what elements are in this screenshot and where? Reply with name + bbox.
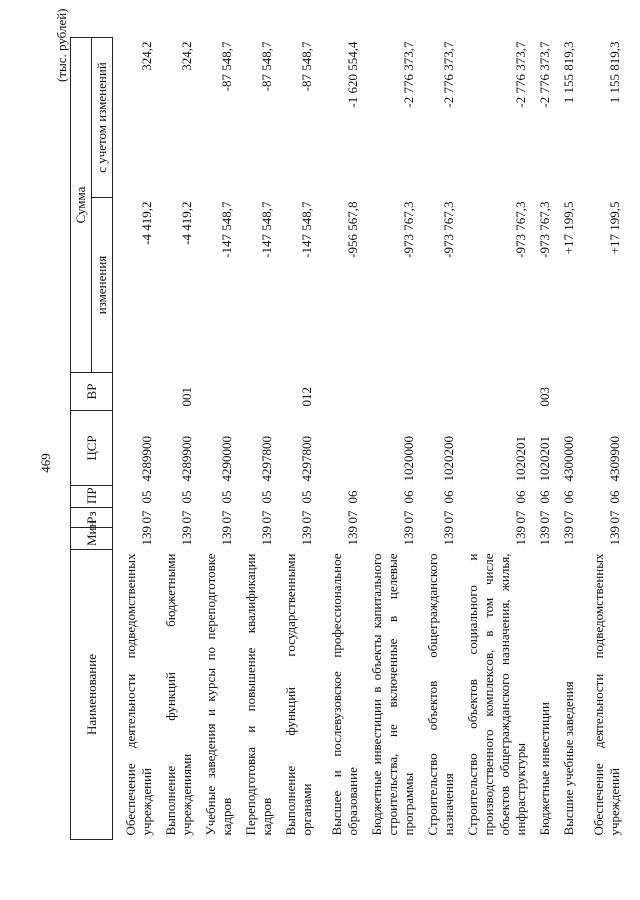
row-csr: 4289900 (139, 436, 154, 482)
row-csr: 1020200 (441, 436, 456, 482)
row-rz: 07 (139, 510, 154, 524)
row-name: Учебные заведения и курсы по переподготовке кадров (203, 553, 234, 836)
table-body (113, 38, 628, 840)
row-min: 139 (179, 526, 194, 546)
row-rz: 07 (441, 510, 456, 524)
row-change: -147 548,7 (259, 201, 274, 258)
row-min: 139 (441, 526, 456, 546)
row-csr: 4300000 (561, 436, 576, 482)
units-label: (тыс. рублей) (54, 8, 69, 82)
row-with-change: 1 155 819,3 (561, 41, 576, 104)
row-rz: 07 (401, 510, 416, 524)
row-with-change: -87 548,7 (259, 41, 274, 92)
row-name: Выполнение функций бюджетными учреждениями (163, 553, 194, 836)
row-csr: 1020201 (537, 436, 552, 482)
row-name: Высшее и послевузовское профессиональное образование (329, 553, 360, 836)
row-rz: 07 (345, 510, 360, 524)
table-row (533, 38, 557, 840)
row-csr: 4297800 (299, 436, 314, 482)
row-pr: 06 (441, 490, 456, 504)
row-with-change: 324,2 (179, 41, 194, 71)
table-row (279, 38, 319, 840)
row-rz: 07 (259, 510, 274, 524)
row-vr: 001 (179, 387, 194, 407)
row-vr (421, 373, 461, 411)
row-with-change: -2 776 373,7 (401, 41, 416, 108)
row-name: Обеспечение деятельности подведомственных учреждений (123, 553, 154, 836)
row-change: -973 767,3 (441, 201, 456, 258)
row-pr: 05 (259, 490, 274, 504)
row-name: Выполнение функций государственными органами (283, 553, 314, 836)
table-row (461, 38, 533, 840)
row-pr: 05 (179, 490, 194, 504)
table-header (71, 38, 113, 840)
row-pr: 05 (299, 490, 314, 504)
row-with-change: -1 620 554,4 (345, 41, 360, 108)
row-name: Бюджетные инвестиции (537, 702, 552, 836)
row-name: Бюджетные инвестиции в объекты капитального строительства, не включенные в целевые программы (369, 553, 416, 836)
row-rz: 07 (537, 510, 552, 524)
header-sum: Сумма (71, 38, 92, 373)
row-pr: 05 (219, 490, 234, 504)
table-row (421, 38, 461, 840)
table-row (581, 38, 627, 840)
row-min: 139 (299, 526, 314, 546)
row-change: -4 419,2 (179, 201, 194, 245)
row-name: Переподготовка и повышение квалификации кадров (243, 553, 274, 836)
row-name: Обеспечение деятельности подведомственных учреждений (591, 553, 622, 836)
row-vr (319, 373, 365, 411)
row-change: -973 767,3 (401, 201, 416, 258)
row-csr: 1020000 (401, 436, 416, 482)
row-csr: 4297800 (259, 436, 274, 482)
row-with-change: -87 548,7 (219, 41, 234, 92)
page-number: 469 (38, 453, 53, 473)
row-pr: 06 (537, 490, 552, 504)
header-name: Наименование (71, 550, 113, 840)
header-min: Мин (71, 528, 113, 550)
row-min: 139 (537, 526, 552, 546)
budget-table (70, 37, 627, 840)
row-min: 139 (513, 526, 528, 546)
row-vr: 003 (537, 387, 552, 407)
row-with-change: -2 776 373,7 (441, 41, 456, 108)
row-with-change: -2 776 373,7 (537, 41, 552, 108)
row-with-change: -2 776 373,7 (513, 41, 528, 108)
row-vr (199, 373, 239, 411)
row-change: -956 567,8 (345, 201, 360, 258)
table-row (319, 38, 365, 840)
row-csr: 4289900 (179, 436, 194, 482)
row-pr: 06 (561, 490, 576, 504)
row-rz: 07 (219, 510, 234, 524)
row-min: 139 (345, 526, 360, 546)
table-row (557, 38, 581, 840)
row-min: 139 (401, 526, 416, 546)
row-name: Высшие учебные заведения (561, 681, 576, 836)
row-pr: 06 (401, 490, 416, 504)
row-rz: 07 (561, 510, 576, 524)
row-min: 139 (139, 526, 154, 546)
table-row (159, 38, 199, 840)
row-vr (461, 373, 533, 411)
row-name: Строительство объектов общегражданского назначения (425, 553, 456, 836)
header-with-change: с учетом изменений (92, 38, 113, 198)
row-vr (557, 373, 581, 411)
row-rz: 07 (179, 510, 194, 524)
row-csr: 4309900 (607, 436, 622, 482)
row-change: -4 419,2 (139, 201, 154, 245)
row-vr (113, 373, 160, 411)
row-min: 139 (259, 526, 274, 546)
row-with-change: 324,2 (139, 41, 154, 71)
row-change: +17 199,5 (607, 201, 622, 255)
header-rz: Рз (71, 508, 113, 528)
row-change: -147 548,7 (219, 201, 234, 258)
row-csr (319, 411, 365, 486)
row-change: -973 767,3 (537, 201, 552, 258)
header-change: изменения (92, 198, 113, 373)
row-name: Строительство объектов социального и производственного комплексов, в том числе объектов общегражданского назначения, жилья, инфраструктуры (465, 553, 528, 836)
row-vr: 012 (299, 387, 314, 407)
row-min: 139 (607, 526, 622, 546)
row-vr (581, 373, 627, 411)
row-min: 139 (219, 526, 234, 546)
row-change: -973 767,3 (513, 201, 528, 258)
row-change: -147 548,7 (299, 201, 314, 258)
header-pr: ПР (71, 486, 113, 508)
table-row (365, 38, 421, 840)
header-vr: ВР (71, 373, 113, 411)
row-csr: 1020201 (513, 436, 528, 482)
row-pr: 06 (513, 490, 528, 504)
header-csr: ЦСР (71, 411, 113, 486)
row-with-change: -87 548,7 (299, 41, 314, 92)
row-pr: 05 (139, 490, 154, 504)
row-rz: 07 (299, 510, 314, 524)
row-with-change: 1 155 819,3 (607, 41, 622, 104)
row-vr (365, 373, 421, 411)
row-rz: 07 (607, 510, 622, 524)
row-rz: 07 (513, 510, 528, 524)
row-pr: 06 (607, 490, 622, 504)
table-row (239, 38, 279, 840)
row-csr: 4290000 (219, 436, 234, 482)
row-vr (239, 373, 279, 411)
table-row (199, 38, 239, 840)
row-change: +17 199,5 (561, 201, 576, 255)
table-row (113, 38, 160, 840)
row-pr: 06 (345, 490, 360, 504)
row-min: 139 (561, 526, 576, 546)
